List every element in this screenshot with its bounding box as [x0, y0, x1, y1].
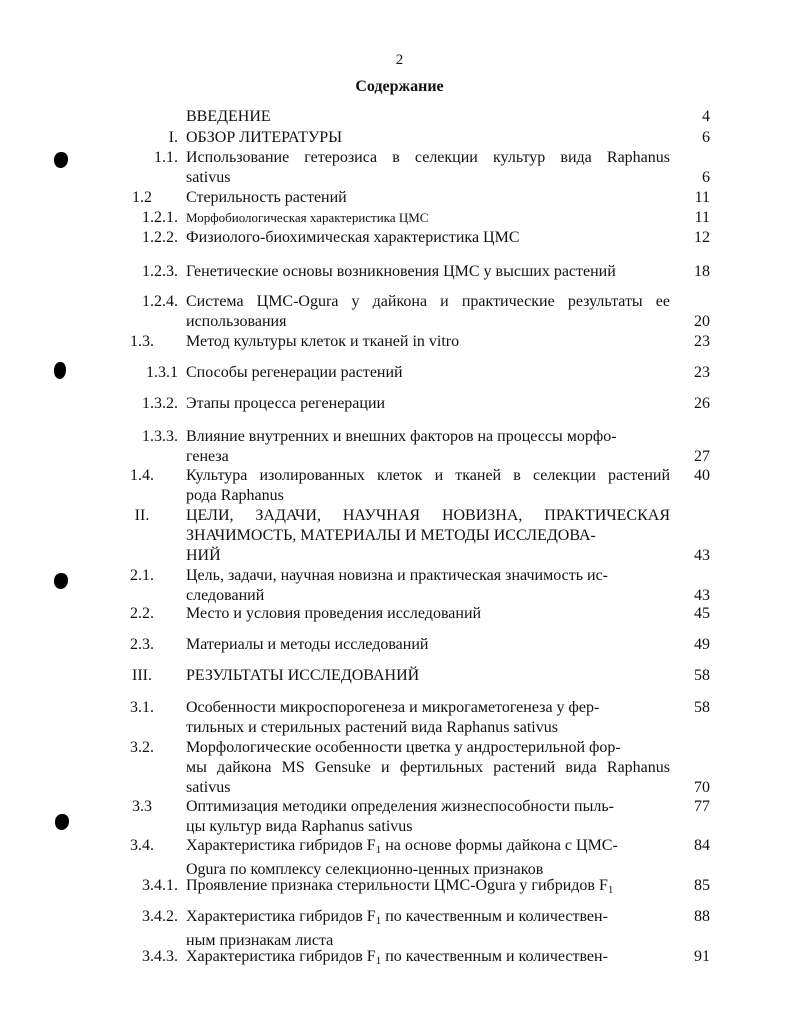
toc-entry-title-line: Характеристика гибридов $F_1$ по качественным и количествен- [186, 948, 608, 967]
toc-entry-title-line: sativus [186, 779, 231, 796]
toc-entry-title-line: Система ЦМС-Ogura у дайкона и практические результаты ее [186, 293, 670, 310]
toc-entry-number: 2.2. [130, 605, 154, 622]
toc-entry-title [186, 698, 670, 738]
toc-entry-number: 3.4. [130, 837, 154, 854]
toc-entry-number: 3.3 [132, 798, 152, 815]
toc-entry-page: 49 [694, 636, 710, 653]
toc-entry-number: 1.3. [130, 333, 154, 350]
toc-entry-title-line: Характеристика гибридов $F_1$ по качественным и количествен- [186, 908, 608, 927]
toc-entry-page: 4 [702, 108, 710, 125]
toc-entry-page: 77 [694, 798, 710, 815]
toc-entry-title [186, 947, 670, 971]
toc-entry-page: 27 [694, 448, 710, 465]
toc-entry-number: 3.4.1. [142, 877, 178, 894]
toc-entry-number: 1.4. [130, 467, 154, 484]
toc-entry-page: 43 [694, 587, 710, 604]
toc-entry-page: 6 [702, 169, 710, 186]
toc-entry-title-line: Оптимизация методики определения жизнеспособности пыль- [186, 798, 614, 815]
toc-entry-title [186, 635, 670, 655]
toc-entry-page: 11 [694, 209, 710, 226]
toc-entry-title [186, 427, 670, 467]
toc-entry-page: 18 [694, 263, 710, 280]
toc-entry-title-line: Морфологические особенности цветка у андростерильной фор- [186, 739, 621, 756]
toc-entry-title [186, 466, 670, 506]
toc-entry-number: 1.3.3. [142, 428, 178, 445]
toc-entry-page: 84 [694, 837, 710, 854]
toc-entry-title-line: Цель, задачи, научная новизна и практическая значимость ис- [186, 567, 608, 584]
toc-entry-page: 26 [694, 395, 710, 412]
toc-entry-title [186, 506, 670, 566]
toc-entry-number: 3.2. [130, 739, 154, 756]
toc-entry-number: 2.1. [130, 567, 154, 584]
toc-entry-title [186, 797, 670, 837]
toc-entry-number: 1.2.1. [142, 209, 178, 226]
toc-entry-title-line: Способы регенерации растений [186, 364, 403, 381]
toc-entry-page: 23 [694, 364, 710, 381]
toc-entry-title-line: генеза [186, 448, 229, 465]
toc-entry-number: I. [168, 129, 178, 146]
toc-entry-title-line: Этапы процесса регенерации [186, 395, 386, 412]
toc-entry-title [186, 332, 670, 352]
toc-entry-title-line: Материалы и методы исследований [186, 636, 429, 653]
toc-entry-title-line: использования [186, 313, 287, 330]
toc-entry-page: 23 [694, 333, 710, 350]
toc-entry-page: 43 [694, 547, 710, 564]
toc-entry-title [186, 188, 670, 208]
toc-entry-title-line: ЗНАЧИМОСТЬ, МАТЕРИАЛЫ И МЕТОДЫ ИССЛЕДОВА- [186, 527, 596, 544]
binder-hole [54, 152, 68, 168]
toc-entry-title-line: Влияние внутренних и внешних факторов на процессы морфо- [186, 428, 617, 445]
toc-entry-title-line: sativus [186, 169, 231, 186]
toc-entry-title [186, 292, 670, 332]
toc-entry-page: 70 [694, 779, 710, 796]
toc-entry-title-line: Использование гетерозиса в селекции культур вида Raphanus [186, 149, 670, 166]
toc-entry-title [186, 566, 670, 606]
toc-entry-page: 58 [694, 699, 710, 716]
toc-entry-title [186, 738, 670, 798]
toc-entry-page: 85 [694, 877, 710, 894]
toc-entry-title-line: НИЙ [186, 547, 221, 564]
toc-entry-title-line: РЕЗУЛЬТАТЫ ИССЛЕДОВАНИЙ [186, 667, 420, 684]
toc-entry-number: 1.2.3. [142, 263, 178, 280]
toc-entry-title-line: ЦЕЛИ, ЗАДАЧИ, НАУЧНАЯ НОВИЗНА, ПРАКТИЧЕСКАЯ [186, 507, 670, 524]
toc-entry-title-line: Место и условия проведения исследований [186, 605, 482, 622]
toc-entry-title-line: Ogura по комплексу селекционно-ценных признаков [186, 861, 544, 878]
toc-entry-title [186, 876, 670, 900]
toc-entry-number: III. [132, 667, 152, 684]
toc-entry-title-line: Проявление признака стерильности ЦМС-Ogura у гибридов $F_1$ [186, 877, 614, 896]
toc-entry-page: 88 [694, 908, 710, 925]
binder-hole [55, 814, 69, 830]
toc-entry-title-line: ВВЕДЕНИЕ [186, 108, 271, 125]
toc-entry-title-line: Физиолого-биохимическая характеристика ЦМС [186, 229, 520, 246]
toc-entry-title [186, 128, 670, 148]
binder-hole [54, 573, 68, 589]
toc-entry-number: 1.2.4. [142, 293, 178, 310]
toc-entry-title-line: Стерильность растений [186, 189, 347, 206]
toc-entry-title [186, 907, 670, 951]
toc-entry-number: 1.3.1 [146, 364, 178, 381]
toc-entry-page: 6 [702, 129, 710, 146]
toc-entry-title-line: Культура изолированных клеток и тканей в селекции растений [186, 467, 670, 484]
toc-entry-title [186, 363, 670, 383]
toc-entry-number: 1.3.2. [142, 395, 178, 412]
toc-entry-title [186, 604, 670, 624]
binder-hole [54, 362, 66, 379]
toc-entry-page: 91 [694, 948, 710, 965]
toc-entry-title [186, 836, 670, 880]
toc-entry-number: 1.2.2. [142, 229, 178, 246]
toc-entry-page: 12 [694, 229, 710, 246]
toc-entry-number: 3.4.3. [142, 948, 178, 965]
toc-entry-page: 58 [694, 667, 710, 684]
toc-entry-number: 3.1. [130, 699, 154, 716]
toc-entry-page: 20 [694, 313, 710, 330]
toc-entry-title-line: Морфобиологическая характеристика ЦМС [186, 210, 429, 225]
toc-entry-title [186, 228, 670, 248]
toc-entry-number: 1.1. [154, 149, 178, 166]
toc-entry-page: 45 [694, 605, 710, 622]
toc-entry-title [186, 394, 670, 414]
toc-entry-page: 11 [694, 189, 710, 206]
toc-entry-title [186, 666, 670, 686]
page-title: Содержание [355, 78, 444, 95]
toc-entry-title-line: Метод культуры клеток и тканей in vitro [186, 333, 460, 350]
toc-entry-number: 2.3. [130, 636, 154, 653]
toc-entry-title-line: Особенности микроспорогенеза и микрогаметогенеза у фер- [186, 699, 600, 716]
toc-entry-title-line: цы культур вида Raphanus sativus [186, 818, 413, 835]
toc-entry-number: 3.4.2. [142, 908, 178, 925]
toc-entry-title [186, 107, 670, 127]
toc-entry-title-line: следований [186, 587, 265, 604]
toc-entry-title [186, 208, 670, 228]
toc-entry-number: II. [134, 507, 150, 524]
toc-entry-number: 1.2 [132, 189, 152, 206]
toc-entry-title-line: тильных и стерильных растений вида Raphanus sativus [186, 719, 558, 736]
toc-entry-title-line: ОБЗОР ЛИТЕРАТУРЫ [186, 129, 343, 146]
toc-entry-title-line: Генетические основы возникновения ЦМС у высших растений [186, 263, 616, 280]
toc-entry-title-line: мы дайкона MS Gensuke и фертильных растений вида Raphanus [186, 759, 670, 776]
toc-entry-title [186, 262, 670, 282]
toc-entry-title [186, 148, 670, 188]
toc-entry-title-line: ным признакам листа [186, 932, 334, 949]
toc-entry-page: 40 [694, 467, 710, 484]
page-number: 2 [395, 52, 404, 68]
toc-entry-title-line: Характеристика гибридов $F_1$ на основе формы дайкона с ЦМС- [186, 837, 618, 856]
toc-entry-title-line: рода Raphanus [186, 487, 284, 504]
